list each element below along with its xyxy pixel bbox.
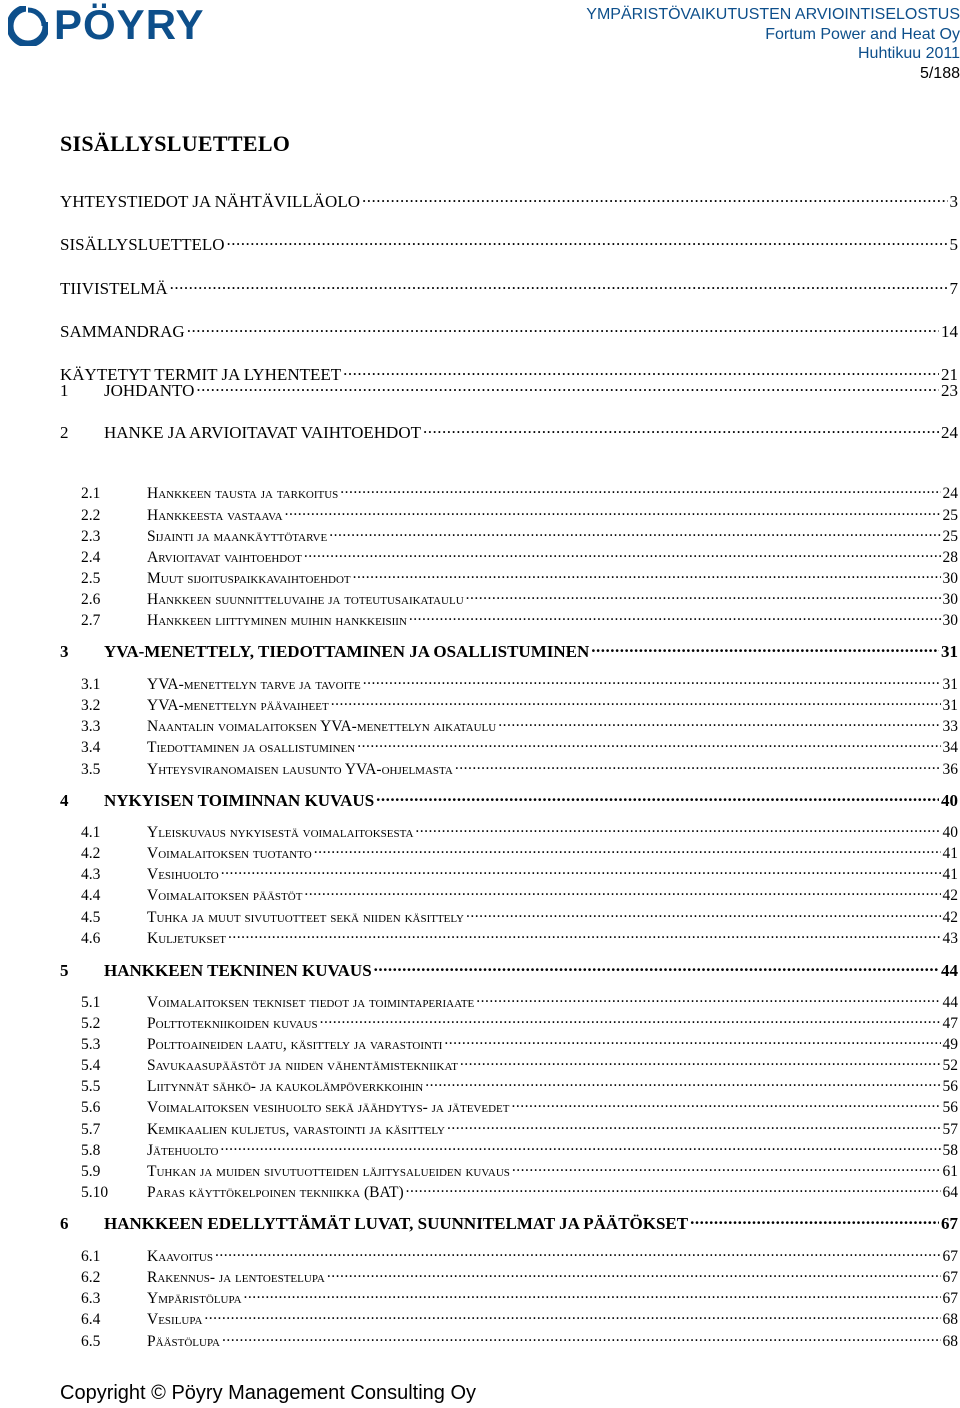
toc-entry-title: HANKKEEN TEKNINEN KUVAUS [104, 961, 372, 980]
toc-entry-page: 24 [941, 423, 958, 442]
toc-entry-page: 25 [942, 506, 958, 524]
toc-entry[interactable] [60, 758, 958, 779]
toc-entry[interactable] [60, 233, 958, 255]
toc-leader-dots [511, 1096, 940, 1112]
toc-entry-page: 28 [942, 548, 958, 566]
toc-entry-number: 3.3 [81, 717, 101, 735]
toc-entry-title: Vesilupa [147, 1310, 203, 1328]
toc-entry-number: 2.3 [81, 527, 101, 545]
toc-entry-page: 40 [942, 823, 958, 841]
toc-entry[interactable] [60, 715, 958, 736]
toc-leader-dots [227, 233, 948, 250]
toc-leader-dots [170, 277, 948, 294]
toc-entry-page: 36 [942, 760, 958, 778]
toc-entry-title: Tiedottaminen ja osallistuminen [147, 738, 356, 756]
toc-entry-number: 6.3 [81, 1289, 101, 1307]
toc-entry[interactable] [60, 1118, 958, 1139]
toc-entry[interactable] [60, 1075, 958, 1096]
toc-leader-dots [374, 959, 939, 976]
toc-entry-page: 47 [942, 1014, 958, 1032]
toc-entry-number: 2.7 [81, 611, 101, 629]
toc-entry-title: Voimalaitoksen päästöt [147, 886, 303, 904]
toc-entry-title: Jätehuolto [147, 1141, 219, 1159]
toc-entry[interactable] [60, 609, 958, 630]
toc-entry-page: 30 [942, 611, 958, 629]
toc-entry-number: 3.4 [81, 738, 101, 756]
toc-entry[interactable] [60, 1054, 958, 1075]
toc-entry[interactable] [60, 1033, 958, 1054]
toc-leader-dots [466, 588, 941, 604]
toc-leader-dots [304, 884, 940, 900]
toc-entry-title: Naantalin voimalaitoksen YVA-menettelyn aikataulu [147, 717, 497, 735]
toc-entry[interactable] [60, 190, 958, 212]
toc-entry[interactable] [60, 991, 958, 1012]
page-title: SISÄLLYSLUETTELO [60, 131, 291, 156]
toc-entry-title: Voimalaitoksen tuotanto [147, 844, 312, 862]
toc-entry-title: Hankkeesta vastaava [147, 506, 283, 524]
toc-entry-number: 2.4 [81, 548, 101, 566]
toc-leader-dots [423, 421, 939, 438]
toc-entry-title: Kuljetukset [147, 929, 227, 947]
toc-entry-number: 4.6 [81, 929, 101, 947]
toc-entry[interactable] [60, 588, 958, 609]
toc-leader-dots [425, 1075, 940, 1091]
toc-entry-page: 31 [942, 675, 958, 693]
toc-leader-dots [304, 546, 941, 562]
toc-entry-number: 5 [60, 961, 69, 980]
toc-entry-page: 23 [941, 381, 958, 400]
toc-entry[interactable] [60, 1096, 958, 1117]
toc-leader-dots [460, 1054, 941, 1070]
toc-entry-title: Polttoaineiden laatu, käsittely ja varastointi [147, 1035, 443, 1053]
page-header [440, 5, 960, 83]
toc-entry-page: 31 [942, 696, 958, 714]
toc-entry-number: 4.5 [81, 908, 101, 926]
toc-leader-dots [362, 190, 948, 207]
page-number: 5/188 [919, 64, 960, 82]
toc-entry-number: 3.5 [81, 760, 101, 778]
toc-entry[interactable] [60, 1330, 958, 1351]
toc-leader-dots [285, 504, 941, 520]
toc-entry-page: 21 [941, 365, 958, 384]
toc-entry-page: 31 [941, 642, 958, 661]
toc-entry-number: 5.3 [81, 1035, 101, 1053]
toc-entry[interactable] [60, 1266, 958, 1287]
toc-entry-number: 4.4 [81, 886, 101, 904]
toc-entry[interactable] [60, 673, 958, 694]
toc-entry-number: 5.8 [81, 1141, 101, 1159]
company-logo [8, 2, 248, 48]
toc-entry[interactable] [60, 1245, 958, 1266]
toc-entry-page: 7 [949, 279, 958, 298]
toc-entry-page: 43 [942, 929, 958, 947]
toc-entry-number: 4.3 [81, 865, 101, 883]
toc-leader-dots [329, 525, 940, 541]
toc-entry-page: 56 [942, 1077, 958, 1095]
toc-leader-dots [228, 927, 940, 943]
toc-entry-number: 6.5 [81, 1332, 101, 1350]
toc-entry[interactable] [60, 640, 958, 662]
toc-entry-title: HANKE JA ARVIOITAVAT VAIHTOEHDOT [104, 423, 421, 442]
toc-entry-title: Voimalaitoksen tekniset tiedot ja toimintaperiaate [147, 993, 475, 1011]
client-name: Fortum Power and Heat Oy [765, 25, 960, 43]
toc-entry-title: Liitynnät sähkö- ja kaukolämpöverkkoihin [147, 1077, 424, 1095]
toc-entry-page: 56 [942, 1098, 958, 1116]
toc-entry-number: 6.4 [81, 1310, 101, 1328]
toc-entry[interactable] [60, 927, 958, 948]
toc-entry-title: Voimalaitoksen vesihuolto sekä jäähdytys- ja jätevedet [147, 1098, 510, 1116]
toc-entry-title: Päästölupa [147, 1332, 221, 1350]
toc-entry-page: 44 [941, 961, 958, 980]
toc-entry-page: 42 [942, 908, 958, 926]
poyry-logo-icon [8, 6, 48, 46]
toc-leader-dots [343, 363, 939, 380]
toc-entry-page: 58 [942, 1141, 958, 1159]
toc-entry-page: 3 [949, 192, 958, 211]
toc-entry[interactable] [60, 320, 958, 342]
toc-entry-page: 67 [942, 1289, 958, 1307]
toc-entry[interactable] [60, 959, 958, 981]
toc-entry-number: 5.1 [81, 993, 101, 1011]
toc-entry-page: 41 [942, 865, 958, 883]
toc-entry-title: Tuhka ja muut sivutuotteet sekä niiden käsittely [147, 908, 464, 926]
toc-entry-page: 67 [941, 1214, 958, 1233]
toc-entry[interactable] [60, 567, 958, 588]
toc-entry-title: YHTEYSTIEDOT JA NÄHTÄVILLÄOLO [60, 192, 360, 211]
toc-entry[interactable] [60, 1160, 958, 1181]
toc-entry[interactable] [60, 277, 958, 299]
toc-entry-page: 5 [949, 235, 958, 254]
toc-leader-dots [215, 1245, 941, 1261]
toc-entry[interactable] [60, 789, 958, 811]
toc-entry-number: 5.5 [81, 1077, 101, 1095]
toc-entry-title: TIIVISTELMÄ [60, 279, 168, 298]
toc-entry-number: 2.2 [81, 506, 101, 524]
toc-entry-number: 5.10 [81, 1183, 109, 1201]
toc-entry-title: JOHDANTO [104, 381, 195, 400]
document-date: Huhtikuu 2011 [858, 45, 960, 62]
toc-entry-title: Savukaasupäästöt ja niiden vähentämistekniikat [147, 1056, 458, 1074]
toc-leader-dots [466, 906, 941, 922]
toc-entry-number: 5.2 [81, 1014, 101, 1032]
toc-leader-dots [363, 673, 941, 689]
toc-entry[interactable] [60, 1012, 958, 1033]
toc-leader-dots [187, 320, 939, 337]
toc-entry-page: 41 [942, 844, 958, 862]
toc-leader-dots [591, 640, 939, 657]
toc-leader-dots [444, 1033, 940, 1049]
toc-leader-dots [409, 609, 941, 625]
toc-entry-title: Ympäristölupa [147, 1289, 242, 1307]
toc-entry-number: 2.1 [81, 484, 101, 502]
toc-entry-number: 2 [60, 423, 69, 442]
toc-entry-title: Polttotekniikoiden kuvaus [147, 1014, 318, 1032]
toc-entry-title: Arvioitavat vaihtoehdot [147, 548, 302, 566]
logo-wordmark: PÖYRY [54, 1, 205, 48]
toc-entry-number: 4 [60, 791, 69, 810]
toc-entry[interactable] [60, 694, 958, 715]
toc-entry-page: 57 [942, 1120, 958, 1138]
toc-entry[interactable] [60, 1139, 958, 1160]
toc-entry[interactable] [60, 1212, 958, 1234]
toc-leader-dots [690, 1212, 939, 1229]
toc-entry[interactable] [60, 842, 958, 863]
toc-leader-dots [320, 1012, 941, 1028]
toc-entry-title: Kemikaalien kuljetus, varastointi ja käsittely [147, 1120, 445, 1138]
toc-entry-page: 67 [942, 1268, 958, 1286]
toc-entry[interactable] [60, 863, 958, 884]
toc-entry-page: 30 [942, 590, 958, 608]
toc-entry-page: 34 [942, 738, 958, 756]
toc-entry-title: Sijainti ja maankäyttötarve [147, 527, 328, 545]
toc-entry-title: Hankkeen liittyminen muihin hankkeisiin [147, 611, 407, 629]
toc-entry-title: Muut sijoituspaikkavaihtoehdot [147, 569, 351, 587]
toc-leader-dots [415, 821, 940, 837]
toc-entry[interactable] [60, 821, 958, 842]
toc-entry-number: 2.6 [81, 590, 101, 608]
toc-entry-page: 40 [941, 791, 958, 810]
toc-entry[interactable] [60, 525, 958, 546]
toc-entry-page: 49 [942, 1035, 958, 1053]
toc-entry-title: Kaavoitus [147, 1247, 213, 1265]
toc-entry[interactable] [60, 546, 958, 567]
toc-entry-number: 2.5 [81, 569, 101, 587]
toc-entry-number: 6.1 [81, 1247, 101, 1265]
toc-leader-dots [331, 694, 941, 710]
toc-entry[interactable] [60, 421, 958, 443]
toc-entry-number: 5.4 [81, 1056, 101, 1074]
toc-leader-dots [244, 1287, 941, 1303]
toc-leader-dots [222, 1330, 940, 1346]
toc-leader-dots [204, 1308, 940, 1324]
toc-entry-page: 64 [942, 1183, 958, 1201]
toc-leader-dots [314, 842, 941, 858]
toc-entry-page: 33 [942, 717, 958, 735]
toc-entry-page: 67 [942, 1247, 958, 1265]
toc-entry-title: Paras käyttökelpoinen tekniikka (BAT) [147, 1183, 404, 1201]
toc-leader-dots [340, 482, 940, 498]
toc-entry-title: Vesihuolto [147, 865, 219, 883]
toc-leader-dots [406, 1181, 941, 1197]
toc-entry-page: 30 [942, 569, 958, 587]
toc-entry-page: 68 [942, 1310, 958, 1328]
toc-entry-title: HANKKEEN EDELLYTTÄMÄT LUVAT, SUUNNITELMAT JA PÄÄTÖKSET [104, 1214, 689, 1233]
toc-entry-title: Yleiskuvaus nykyisestä voimalaitoksesta [147, 823, 414, 841]
toc-entry-number: 6.2 [81, 1268, 101, 1286]
toc-leader-dots [327, 1266, 941, 1282]
document-type: YMPÄRISTÖVAIKUTUSTEN ARVIOINTISELOSTUS [586, 6, 960, 23]
toc-entry[interactable] [60, 906, 958, 927]
toc-entry-number: 1 [60, 381, 69, 400]
toc-leader-dots [498, 715, 940, 731]
toc-entry-title: Tuhkan ja muiden sivutuotteiden läjitysalueiden kuvaus [147, 1162, 510, 1180]
toc-entry-title: SISÄLLYSLUETTELO [60, 235, 225, 254]
toc-entry-number: 5.6 [81, 1098, 101, 1116]
toc-entry-title: YVA-menettelyn päävaiheet [147, 696, 329, 714]
toc-leader-dots [476, 991, 940, 1007]
footer-copyright: Copyright © Pöyry Management Consulting Oy [60, 1382, 477, 1404]
toc-entry-page: 24 [942, 484, 958, 502]
toc-entry-page: 42 [942, 886, 958, 904]
toc-entry-page: 14 [941, 322, 958, 341]
toc-entry[interactable] [60, 1308, 958, 1329]
toc-entry[interactable] [60, 884, 958, 905]
toc-entry-page: 52 [942, 1056, 958, 1074]
toc-entry-title: YVA-menettelyn tarve ja tavoite [147, 675, 361, 693]
toc-entry[interactable] [60, 1181, 958, 1202]
toc-entry-title: Hankkeen suunnitteluvaihe ja toteutusaikataulu [147, 590, 464, 608]
toc-entry-title: Rakennus- ja lentoestelupa [147, 1268, 325, 1286]
toc-entry-number: 3.2 [81, 696, 101, 714]
toc-leader-dots [220, 1139, 940, 1155]
toc-leader-dots [221, 863, 941, 879]
toc-entry-number: 6 [60, 1214, 69, 1233]
toc-entry-number: 3.1 [81, 675, 101, 693]
toc-leader-dots [376, 789, 939, 806]
toc-entry[interactable] [60, 736, 958, 757]
toc-leader-dots [512, 1160, 941, 1176]
toc-entry-title: SAMMANDRAG [60, 322, 185, 341]
toc-entry[interactable] [60, 504, 958, 525]
toc-entry-title: KÄYTETYT TERMIT JA LYHENTEET [60, 365, 342, 384]
toc-entry-number: 3 [60, 642, 69, 661]
toc-leader-dots [447, 1118, 941, 1134]
toc-entry-title: YVA-MENETTELY, TIEDOTTAMINEN JA OSALLISTUMINEN [104, 642, 590, 661]
toc-entry-page: 68 [942, 1332, 958, 1350]
toc-entry-title: NYKYISEN TOIMINNAN KUVAUS [104, 791, 375, 810]
toc-entry-number: 5.7 [81, 1120, 101, 1138]
toc-leader-dots [196, 379, 939, 396]
toc-entry[interactable] [60, 379, 958, 401]
toc-entry-title: Hankkeen tausta ja tarkoitus [147, 484, 339, 502]
toc-entry-number: 5.9 [81, 1162, 101, 1180]
toc-entry[interactable] [60, 1287, 958, 1308]
toc-leader-dots [353, 567, 941, 583]
toc-entry-page: 44 [942, 993, 958, 1011]
toc-leader-dots [455, 758, 941, 774]
toc-entry-number: 4.2 [81, 844, 101, 862]
toc-entry[interactable] [60, 482, 958, 503]
toc-leader-dots [357, 736, 940, 752]
toc-entry-number: 4.1 [81, 823, 101, 841]
toc-entry-page: 61 [942, 1162, 958, 1180]
toc-entry-title: Yhteysviranomaisen lausunto YVA-ohjelmasta [147, 760, 453, 778]
toc-entry-page: 25 [942, 527, 958, 545]
